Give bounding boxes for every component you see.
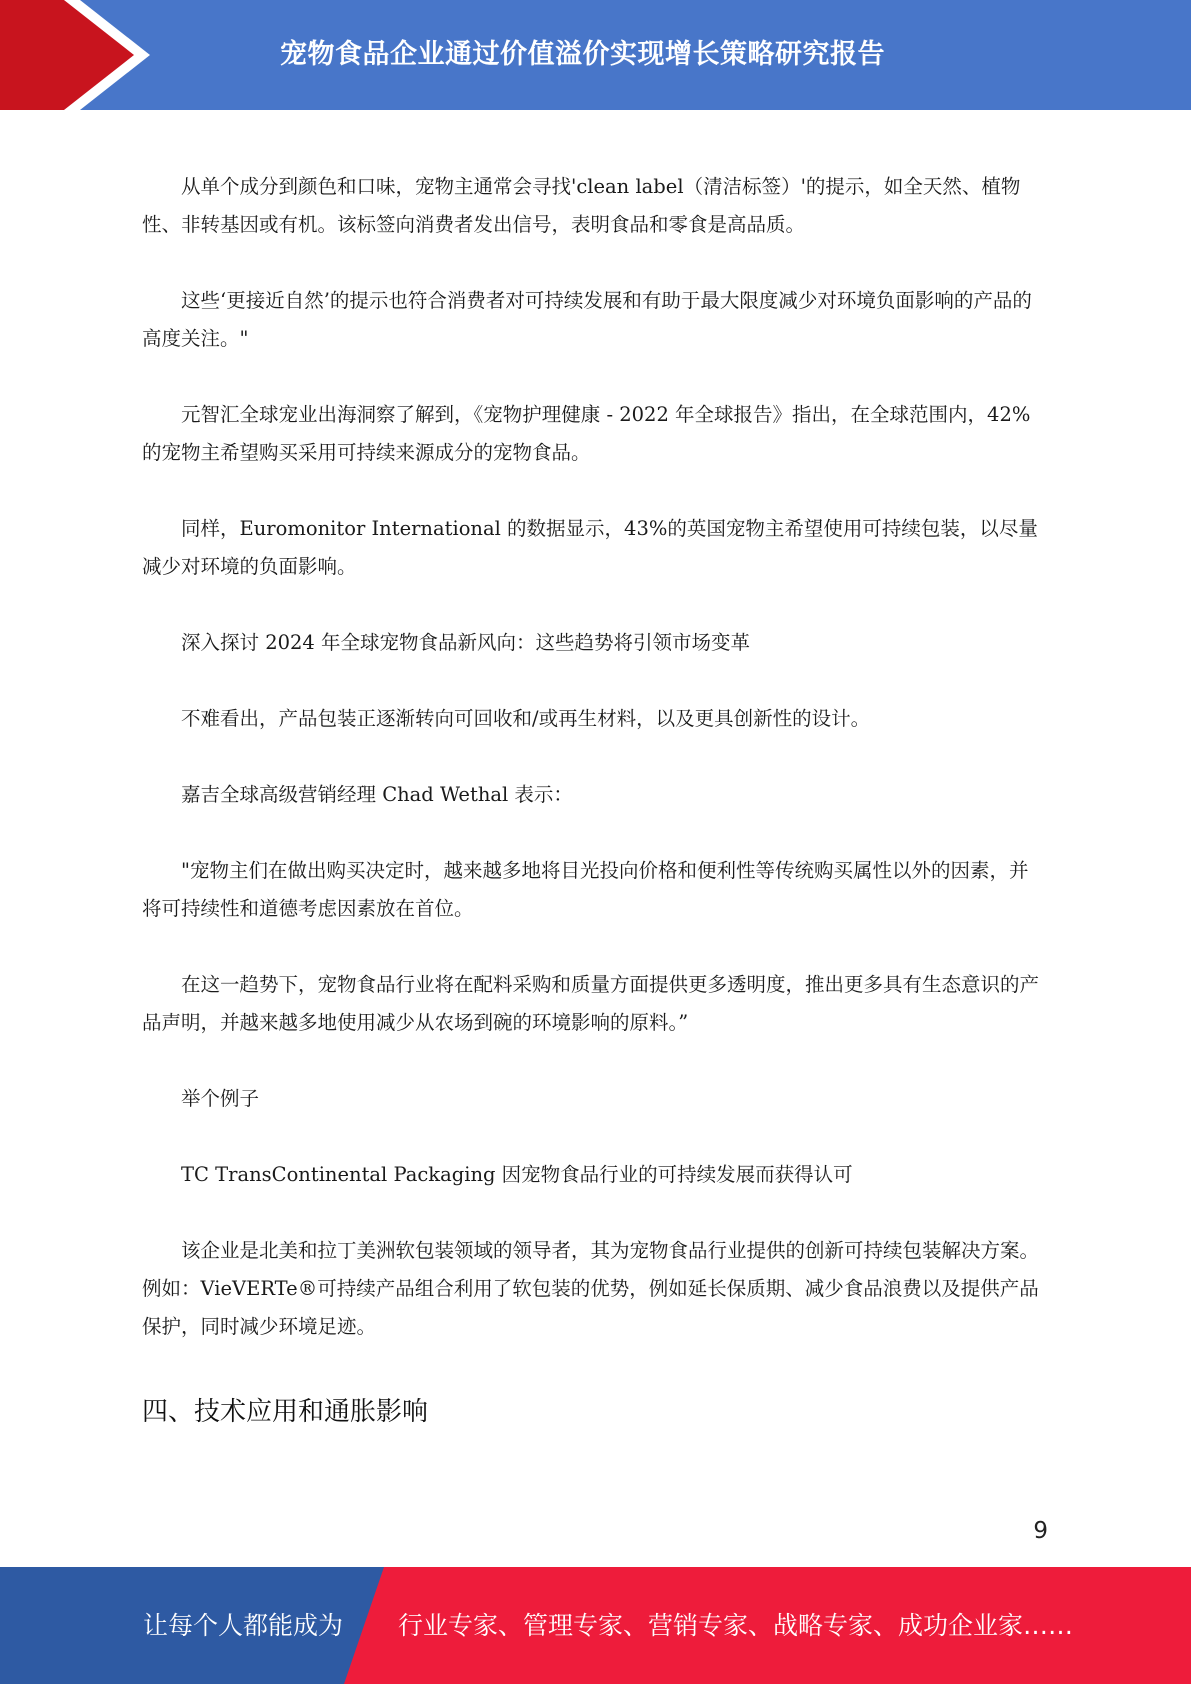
footer-slogan-right: 行业专家、管理专家、营销专家、战略专家、成功企业家……	[398, 1611, 1074, 1640]
paragraph: 同样，Euromonitor International 的数据显示，43%的英国宠物主希望使用可持续包装，以尽量减少对环境的负面影响。	[142, 517, 1038, 578]
paragraph: 不难看出，产品包装正逐渐转向可回收和/或再生材料，以及更具创新性的设计。	[181, 707, 871, 730]
paragraph: 这些‘更接近自然’的提示也符合消费者对可持续发展和有助于最大限度减少对环境负面影响的产品的高度关注。"	[142, 289, 1032, 350]
paragraph: "宠物主们在做出购买决定时，越来越多地将目光投向价格和便利性等传统购买属性以外的因素，并将可持续性和道德考虑因素放在首位。	[142, 859, 1029, 920]
paragraph: 在这一趋势下，宠物食品行业将在配料采购和质量方面提供更多透明度，推出更多具有生态意识的产品声明，并越来越多地使用减少从农场到碗的环境影响的原料。”	[142, 973, 1040, 1034]
section-heading: 四、技术应用和通胀影响	[142, 1397, 429, 1427]
paragraph: 深入探讨 2024 年全球宠物食品新风向：这些趋势将引领市场变革	[181, 631, 751, 654]
paragraph: 举个例子	[181, 1087, 260, 1110]
paragraph: 从单个成分到颜色和口味，宠物主通常会寻找'clean label（清洁标签）'的提示，如全天然、植物性、非转基因或有机。该标签向消费者发出信号，表明食品和零食是高品质。	[142, 175, 1021, 236]
page-number: 9	[1033, 1518, 1048, 1544]
paragraph: 该企业是北美和拉丁美洲软包装领域的领导者，其为宠物食品行业提供的创新可持续包装解决方案。例如：VieVERTe®可持续产品组合利用了软包装的优势，例如延长保质期、减少食品浪费以及提供产品保护，同时减少环境足迹。	[142, 1239, 1040, 1338]
paragraph: 元智汇全球宠业出海洞察了解到，《宠物护理健康 - 2022 年全球报告》指出，在全球范围内，42%的宠物主希望购买采用可持续来源成分的宠物食品。	[142, 403, 1031, 464]
paragraph: TC TransContinental Packaging 因宠物食品行业的可持续发展而获得认可	[181, 1163, 853, 1186]
footer-slogan-left: 让每个人都能成为	[143, 1611, 344, 1640]
page-header	[0, 0, 1191, 110]
page-footer	[0, 1567, 1191, 1684]
report-title: 宠物食品企业通过价值溢价实现增长策略研究报告	[280, 39, 885, 70]
paragraph: 嘉吉全球高级营销经理 Chad Wethal 表示：	[181, 783, 573, 806]
body-content	[142, 168, 1047, 1432]
